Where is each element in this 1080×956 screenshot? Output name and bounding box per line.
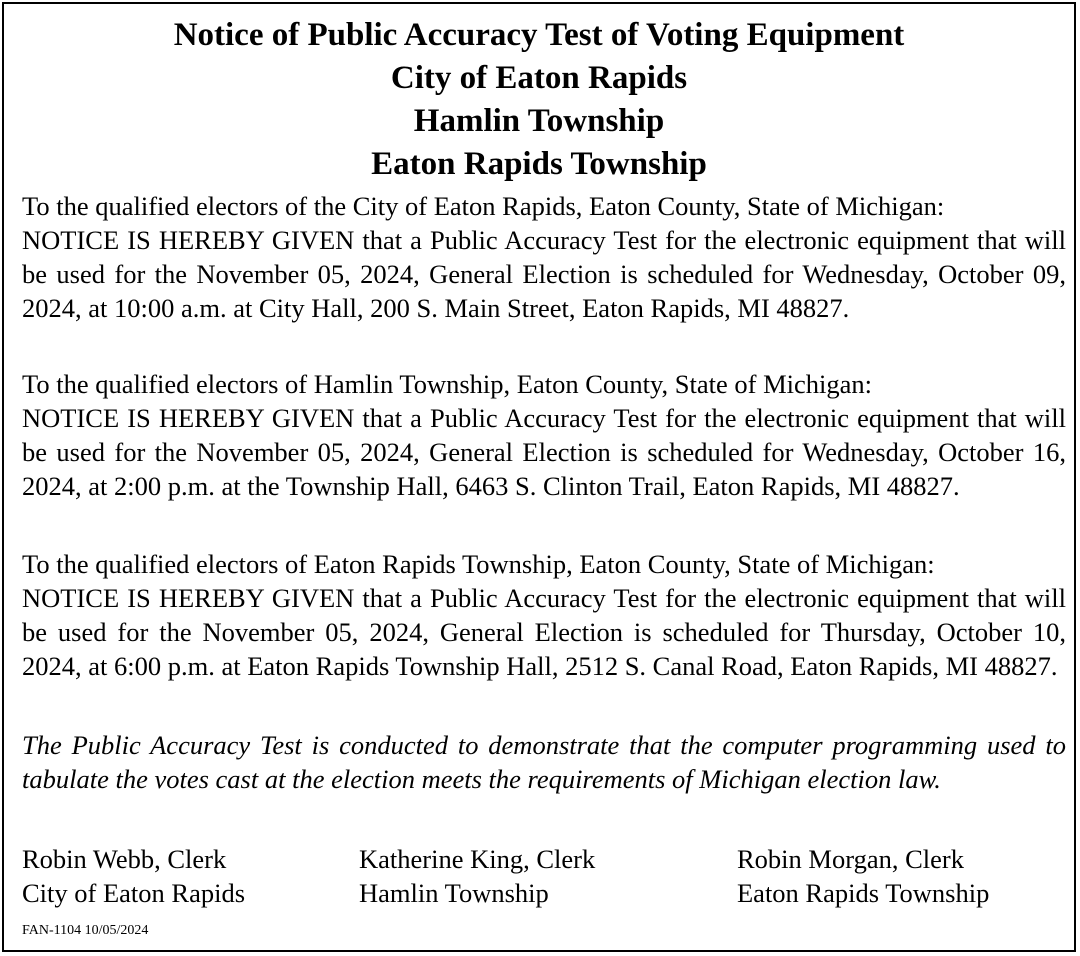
title-line-1: Notice of Public Accuracy Test of Voting Equipment: [173, 17, 905, 53]
signature-entity: Eaton Rapids Township: [737, 878, 990, 908]
signature-name: Robin Morgan, Clerk: [737, 844, 964, 874]
paragraph-intro: To the qualified electors of Hamlin Township, Eaton County, State of Michigan:: [22, 369, 873, 399]
ad-reference-code: FAN-1104 10/05/2024: [22, 923, 149, 938]
signature-block-eaton-township: [737, 842, 989, 910]
paragraph-hamlin-township: [22, 367, 1066, 503]
notice-title: [4, 14, 1074, 186]
title-line-3: Hamlin Township: [413, 103, 665, 139]
paragraph-notice-text: NOTICE IS HEREBY GIVEN that a Public Accuracy Test for the electronic equipment that will be used for the November 05, 2024, General Election is scheduled for Thursday, October 10, 2024, at 6:00 p.m. at Eaton Rapids Township Hall, 2512 S. Canal Road, Eaton Rapids, MI 48827.: [22, 583, 1066, 681]
paragraph-eaton-rapids-township: [22, 547, 1066, 683]
paragraph-intro: To the qualified electors of Eaton Rapids Township, Eaton County, State of Michigan:: [22, 549, 935, 579]
legal-notice: [2, 2, 1076, 952]
paragraph-notice-text: NOTICE IS HEREBY GIVEN that a Public Accuracy Test for the electronic equipment that will be used for the November 05, 2024, General Election is scheduled for Wednesday, October 16, 2024, at 2:00 p.m. at the Township Hall, 6463 S. Clinton Trail, Eaton Rapids, MI 48827.: [22, 403, 1066, 501]
paragraph-city-of-eaton-rapids: [22, 189, 1066, 325]
signature-entity: City of Eaton Rapids: [22, 878, 246, 908]
signature-block-city: [22, 842, 245, 910]
paragraph-notice-text: NOTICE IS HEREBY GIVEN that a Public Accuracy Test for the electronic equipment that will be used for the November 05, 2024, General Election is scheduled for Wednesday, October 09, 2024, at 10:00 a.m. at City Hall, 200 S. Main Street, Eaton Rapids, MI 48827.: [22, 225, 1066, 323]
signature-entity: Hamlin Township: [359, 878, 549, 908]
paragraph-purpose-statement: The Public Accuracy Test is conducted to demonstrate that the computer programming used to tabulate the votes cast at the election meets the requirements of Michigan election law.: [22, 730, 1066, 794]
title-line-4: Eaton Rapids Township: [371, 146, 707, 182]
signature-name: Robin Webb, Clerk: [22, 844, 227, 874]
signature-name: Katherine King, Clerk: [359, 844, 596, 874]
title-line-2: City of Eaton Rapids: [390, 60, 688, 96]
signature-block-hamlin: [359, 842, 595, 910]
paragraph-intro: To the qualified electors of the City of Eaton Rapids, Eaton County, State of Michigan:: [22, 191, 945, 221]
